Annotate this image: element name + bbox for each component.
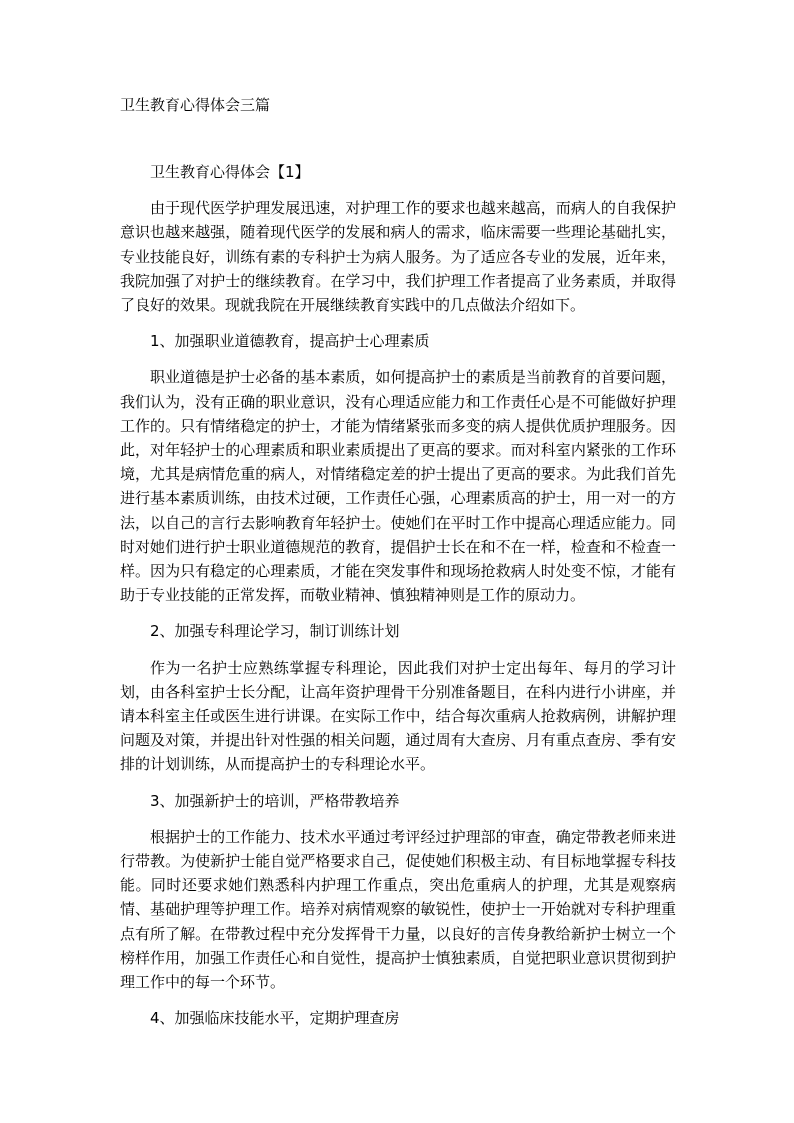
document-title: 卫生教育心得体会三篇 [120, 96, 271, 114]
section-heading: 卫生教育心得体会【1】 [150, 163, 310, 181]
paragraph: 职业道德是护士必备的基本素质，如何提高护士的素质是当前教育的首要问题，我们认为，没有正确的职业意识，没有心理适应能力和工作责任心是不可能做好护理工作的。只有情绪稳定的护士，才能为情绪紧张而多变的病人提供优质护理服务。因此，对年轻护士的心理素质和职业素质提出了更高的要求。而对科室内紧张的工作环境，尤其是病情危重的病人，对情绪稳定差的护士提出了更高的要求。为此我们首先进行基本素质训练，由技术过硬，工作责任心强，心理素质高的护士，用一对一的方法，以自己的言行去影响教育年轻护士。使她们在平时工作中提高心理适应能力。同时对她们进行护士职业道德规范的教育，提倡护士长在和不在一样，检查和不检查一样。因为只有稳定的心理素质，才能在突发事件和现场抢救病人时处变不惊，才能有助于专业技能的正常发挥，而敬业精神、慎独精神则是工作的原动力。 [120, 368, 676, 605]
paragraph: 根据护士的工作能力、技术水平通过考评经过护理部的审查，确定带教老师来进行带教。为使新护士能自觉严格要求自己，促使她们积极主动、有目标地掌握专科技能。同时还要求她们熟悉科内护理工作重点，突出危重病人的护理，尤其是观察病情、基础护理等护理工作。培养对病情观察的敏锐性，使护士一开始就对专科护理重点有所了解。在带教过程中充分发挥骨干力量，以良好的言传身教给新护士树立一个榜样作用，加强工作责任心和自觉性，提高护士慎独素质，自觉把职业意识贯彻到护理工作中的每一个环节。 [120, 827, 676, 992]
section-heading: 1、加强职业道德教育，提高护士心理素质 [150, 332, 430, 351]
section-heading: 3、加强新护士的培训，严格带教培养 [150, 791, 400, 810]
document-body [120, 160, 676, 1043]
paragraph: 由于现代医学护理发展迅速，对护理工作的要求也越来越高，而病人的自我保护意识也越来越强，随着现代医学的发展和病人的需求，临床需要一些理论基础扎实，专业技能良好，训练有素的专科护士为病人服务。为了适应各专业的发展，近年来，我院加强了对护士的继续教育。在学习中，我们护理工作者提高了业务素质，并取得了良好的效果。现就我院在开展继续教育实践中的几点做法介绍如下。 [120, 199, 676, 315]
section-heading: 4、加强临床技能水平，定期护理查房 [150, 1009, 400, 1028]
section-heading: 2、加强专科理论学习，制订训练计划 [150, 622, 400, 641]
paragraph: 作为一名护士应熟练掌握专科理论，因此我们对护士定出每年、每月的学习计划，由各科室护士长分配，让高年资护理骨干分别准备题目，在科内进行小讲座，并请本科室主任或医生进行讲课。在实际工作中，结合每次重病人抢救病例，讲解护理问题及对策，并提出针对性强的相关问题，通过周有大查房、月有重点查房、季有安排的计划训练，从而提高护士的专科理论水平。 [120, 658, 676, 774]
